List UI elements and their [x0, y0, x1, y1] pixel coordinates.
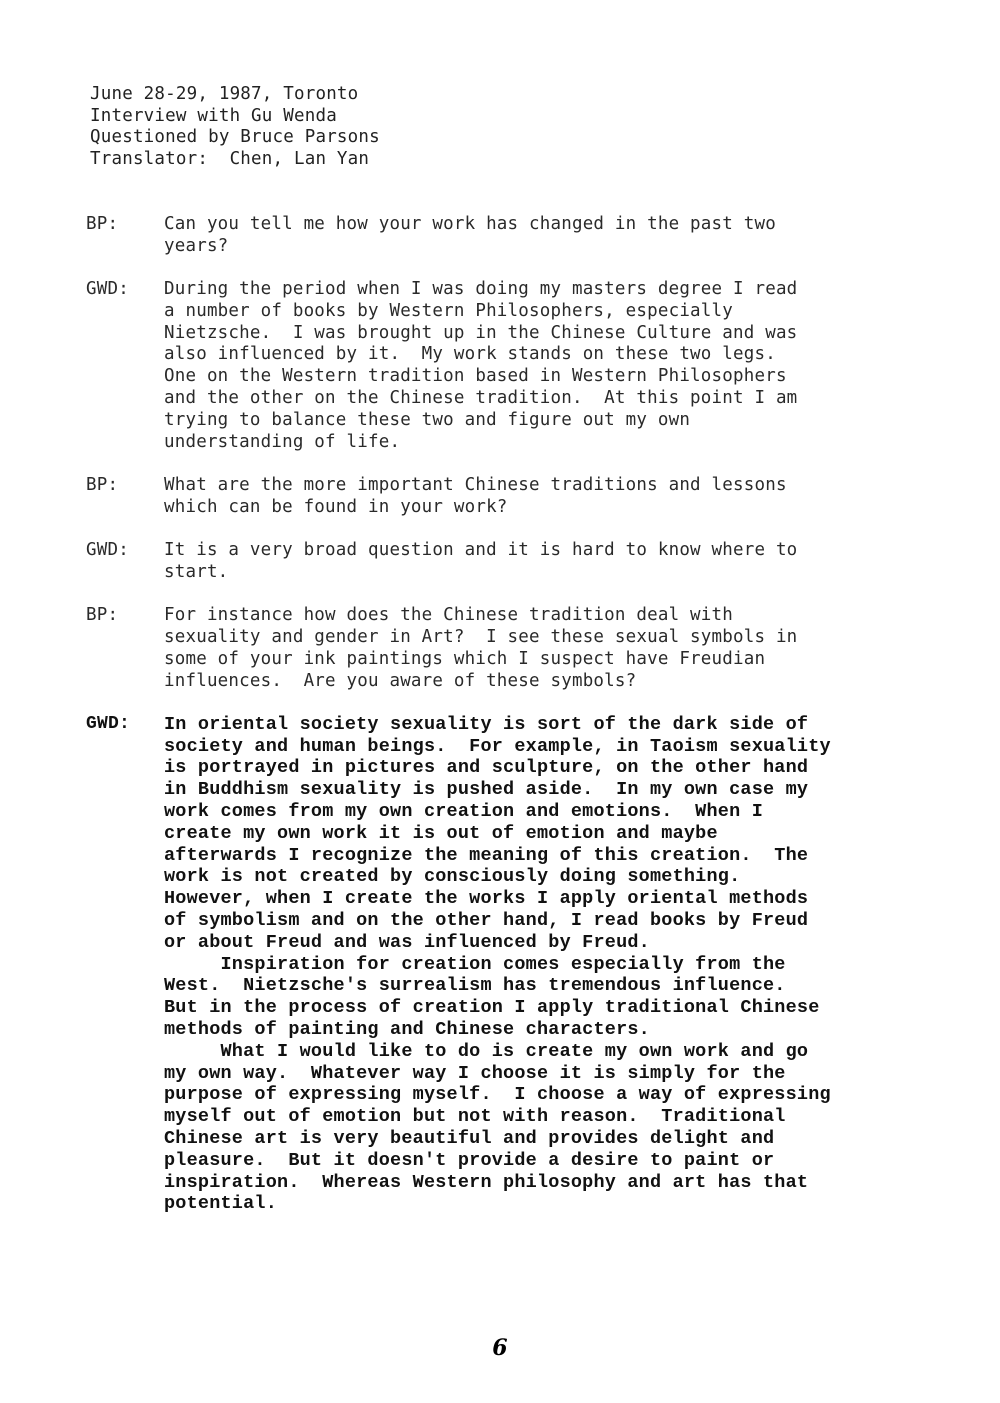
speaker-label: GWD:: [86, 279, 129, 300]
transcript-entry: [86, 540, 936, 584]
text-line: Can you tell me how your work has changed in the past two: [164, 214, 776, 234]
entry-text: [164, 214, 936, 258]
header-translator-line: Translator: Chen, Lan Yan: [90, 148, 370, 169]
entry-text: [164, 279, 936, 453]
speaker-label: GWD:: [86, 713, 131, 734]
transcript-entry: [86, 214, 936, 258]
text-line: myself out of emotion but not with reason. Traditional: [164, 1106, 786, 1128]
transcript-entry: [86, 475, 936, 519]
text-line: some of your ink paintings which I suspect have Freudian: [164, 648, 766, 669]
text-line: which can be found in your work?: [164, 496, 508, 517]
text-line: What I would like to do is create my own work and go: [164, 1040, 809, 1062]
transcript: [86, 214, 936, 1237]
text-line: Nietzsche. I was brought up in the Chinese Culture and was: [164, 322, 798, 343]
text-line: work is not created by consciously doing something.: [164, 866, 741, 888]
header-questioner-line: Questioned by Bruce Parsons: [90, 127, 380, 147]
entry-text: [164, 540, 936, 584]
speaker-label: BP:: [86, 605, 119, 626]
text-line: West. Nietzsche's surrealism has tremendous influence.: [164, 975, 786, 997]
text-line: in Buddhism sexuality is pushed aside. In my own case my: [164, 779, 809, 801]
speaker-label: BP:: [86, 474, 119, 495]
text-line: pleasure. But it doesn't provide a desire to paint or: [164, 1149, 775, 1171]
header-interview-line: Interview with Gu Wenda: [90, 105, 337, 126]
text-line: of symbolism and on the other hand, I read books by Freud: [164, 910, 809, 932]
transcript-entry: [86, 279, 936, 453]
text-line: influences. Are you aware of these symbols?: [164, 670, 637, 691]
text-line: my own way. Whatever way I choose it is simply for the: [164, 1062, 786, 1084]
text-line: purpose of expressing myself. I choose a way of expressing: [164, 1084, 831, 1106]
speaker-label: BP:: [86, 214, 119, 234]
transcript-entry: [86, 605, 936, 692]
text-line: In oriental society sexuality is sort of the dark side of: [164, 713, 809, 735]
text-line: One on the Western tradition based in Western Philosophers: [164, 366, 787, 387]
text-line: a number of books by Western Philosophers, especially: [164, 300, 734, 321]
text-line: Inspiration for creation comes especially from the: [164, 953, 786, 975]
entry-text: [164, 714, 936, 1215]
transcript-entry: [86, 714, 936, 1215]
text-line: work comes from my own creation and emotions. When I: [164, 801, 763, 823]
text-line: afterwards I recognize the meaning of this creation. The: [164, 844, 809, 866]
text-line: potential.: [164, 1193, 278, 1215]
interview-header: [90, 84, 380, 170]
text-line: society and human beings. For example, in Taoism sexuality: [164, 735, 831, 757]
page-number: 6: [492, 1335, 508, 1361]
text-line: methods of painting and Chinese characters.: [164, 1019, 650, 1040]
entry-text: [164, 605, 936, 692]
text-line: and the other on the Chinese tradition. At this point I am: [164, 388, 798, 409]
text-line: It is a very broad question and it is hard to know where to: [164, 540, 798, 561]
text-line: Chinese art is very beautiful and provides delight and: [164, 1127, 775, 1149]
text-line: However, when I create the works I apply oriental methods: [164, 888, 809, 910]
text-line: sexuality and gender in Art? I see these sexual symbols in: [164, 626, 798, 647]
text-line: For instance how does the Chinese tradition deal with: [164, 605, 734, 626]
text-line: start.: [164, 561, 229, 582]
text-line: understanding of life.: [164, 431, 401, 452]
text-line: also influenced by it. My work stands on these two legs.: [164, 344, 776, 365]
entry-text: [164, 475, 936, 519]
text-line: create my own work it is out of emotion and maybe: [164, 822, 718, 844]
text-line: years?: [164, 235, 229, 256]
text-line: or about Freud and was influenced by Freud.: [164, 931, 650, 953]
header-date-line: June 28-29, 1987, Toronto: [90, 84, 359, 104]
text-line: trying to balance these two and figure out my own: [164, 409, 691, 430]
text-line: What are the more important Chinese traditions and lessons: [164, 474, 787, 495]
text-line: During the period when I was doing my masters degree I read: [164, 279, 798, 300]
text-line: is portrayed in pictures and sculpture, on the other hand: [164, 757, 809, 779]
text-line: inspiration. Whereas Western philosophy and art has that: [164, 1171, 809, 1193]
text-line: But in the process of creation I apply traditional Chinese: [164, 997, 820, 1019]
speaker-label: GWD:: [86, 540, 129, 561]
